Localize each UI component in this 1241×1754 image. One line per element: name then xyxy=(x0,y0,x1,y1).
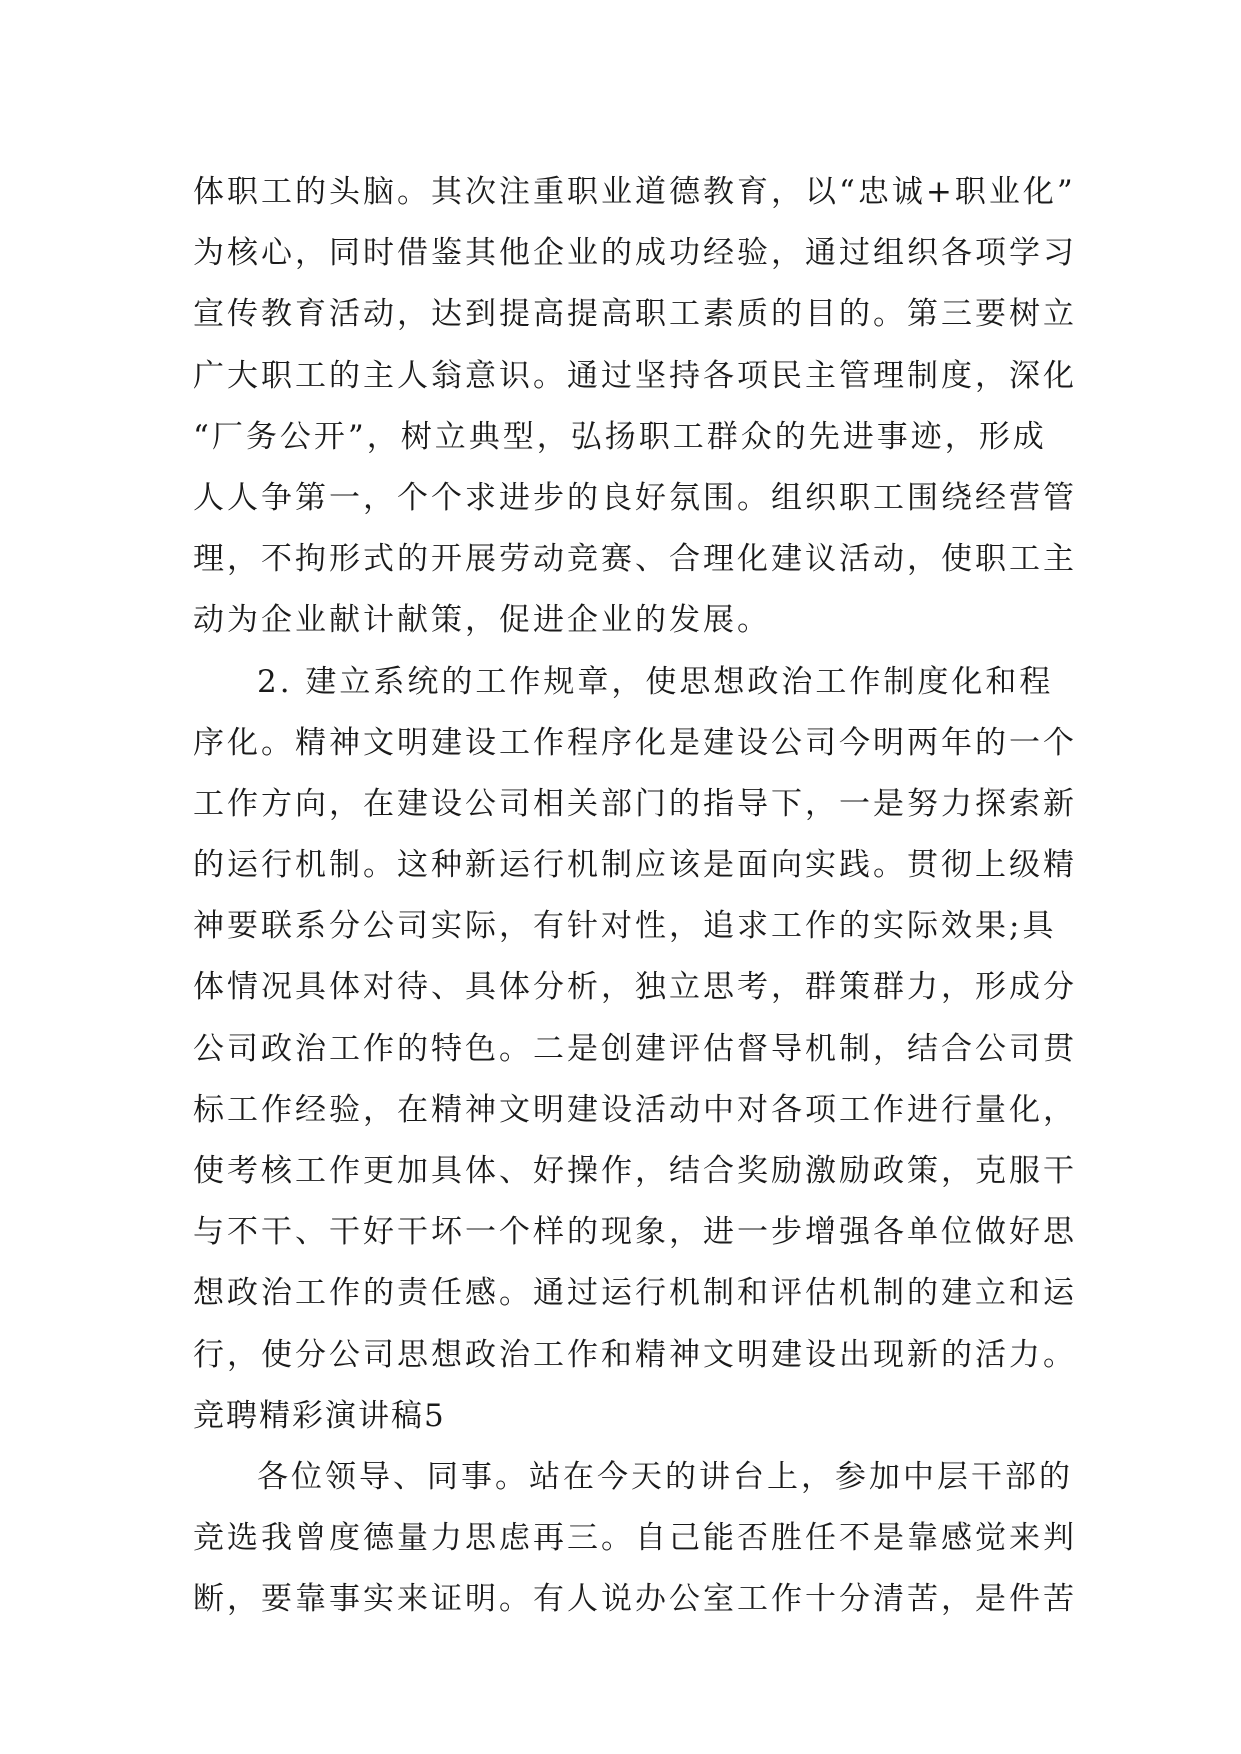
text-line: 公司政治工作的特色。二是创建评估督导机制，结合公司贯 xyxy=(193,1030,1077,1067)
text-line: “厂务公开”，树立典型，弘扬职工群众的先进事迹，形成 xyxy=(193,418,1047,455)
text-line: 体职工的头脑。其次注重职业道德教育，以“忠诚+职业化” xyxy=(193,174,1076,210)
section-heading: 竞聘精彩演讲稿5 xyxy=(193,1397,446,1434)
text-line: 为核心，同时借鉴其他企业的成功经验，通过组织各项学习 xyxy=(193,235,1077,272)
text-line: 广大职工的主人翁意识。通过坚持各项民主管理制度，深化 xyxy=(193,357,1077,394)
text-line: 序化。精神文明建设工作程序化是建设公司今明两年的一个 xyxy=(193,724,1077,761)
body-text xyxy=(193,162,1077,1631)
text-line: 宣传教育活动，达到提高提高职工素质的目的。第三要树立 xyxy=(193,296,1077,333)
text-line: 断，要靠事实来证明。有人说办公室工作十分清苦，是件苦 xyxy=(193,1581,1077,1618)
text-line: 的运行机制。这种新运行机制应该是面向实践。贯彻上级精 xyxy=(193,847,1077,884)
text-line: 行，使分公司思想政治工作和精神文明建设出现新的活力。 xyxy=(193,1336,1077,1373)
text-line: 竞选我曾度德量力思虑再三。自己能否胜任不是靠感觉来判 xyxy=(193,1520,1077,1557)
text-line: 想政治工作的责任感。通过运行机制和评估机制的建立和运 xyxy=(193,1275,1077,1312)
text-line: 动为企业献计献策，促进企业的发展。 xyxy=(193,602,771,639)
text-line: 标工作经验，在精神文明建设活动中对各项工作进行量化， xyxy=(193,1091,1077,1128)
text-line: 2. 建立系统的工作规章，使思想政治工作制度化和程 xyxy=(257,663,1054,700)
text-line: 与不干、干好干坏一个样的现象，进一步增强各单位做好思 xyxy=(193,1214,1077,1251)
text-line: 使考核工作更加具体、好操作，结合奖励激励政策，克服干 xyxy=(193,1153,1077,1189)
text-line: 各位领导、同事。站在今天的讲台上，参加中层干部的 xyxy=(257,1458,1073,1495)
text-line: 神要联系分公司实际，有针对性，追求工作的实际效果;具 xyxy=(193,908,1057,945)
text-line: 工作方向，在建设公司相关部门的指导下，一是努力探索新 xyxy=(193,785,1077,822)
text-line: 人人争第一，个个求进步的良好氛围。组织职工围绕经营管 xyxy=(193,479,1077,516)
text-line: 理，不拘形式的开展劳动竞赛、合理化建议活动，使职工主 xyxy=(193,541,1077,578)
text-line: 体情况具体对待、具体分析，独立思考，群策群力，形成分 xyxy=(193,969,1077,1006)
